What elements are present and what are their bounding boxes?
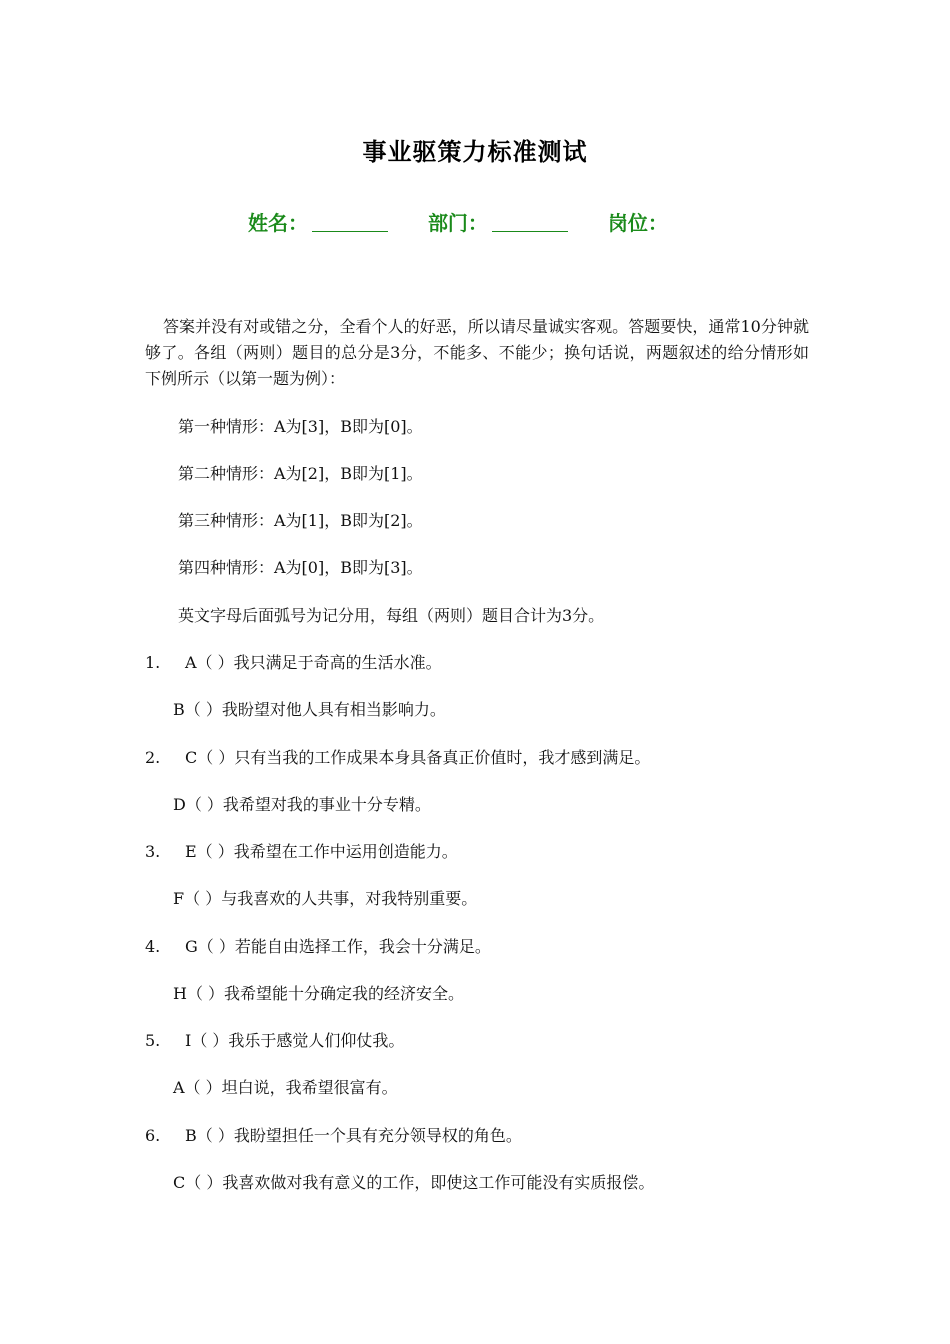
name-label: 姓名： (248, 211, 308, 235)
question-4-b: H（ ）我希望能十分确定我的经济安全。 (173, 984, 465, 1003)
post-label: 岗位： (607, 211, 668, 235)
question-4-a (145, 934, 491, 957)
question-number: 4. (145, 937, 161, 956)
info-row (248, 207, 668, 236)
case-4: 第四种情形：A为[0]，B即为[3]。 (178, 558, 423, 577)
question-1-b: B（ ）我盼望对他人具有相当影响力。 (173, 700, 446, 719)
question-option: B（ ）我盼望担任一个具有充分领导权的角色。 (185, 1126, 522, 1145)
question-number: 5. (145, 1031, 161, 1050)
question-6-a (145, 1123, 522, 1146)
case-3: 第三种情形：A为[1]，B即为[2]。 (178, 511, 423, 530)
name-blank[interactable] (312, 213, 388, 232)
case-2: 第二种情形：A为[2]，B即为[1]。 (178, 464, 423, 483)
question-option: C（ ）只有当我的工作成果本身具备真正价值时，我才感到满足。 (185, 748, 651, 767)
question-5-b: A（ ）坦白说，我希望很富有。 (173, 1078, 398, 1097)
question-3-b: F（ ）与我喜欢的人共事，对我特别重要。 (173, 889, 478, 908)
document-title: 事业驱策力标准测试 (362, 137, 588, 166)
scoring-note: 英文字母后面弧号为记分用，每组（两则）题目合计为3分。 (178, 606, 605, 625)
question-1-a (145, 650, 442, 673)
question-option: I（ ）我乐于感觉人们仰仗我。 (185, 1031, 405, 1050)
question-5-a (145, 1028, 404, 1051)
question-2-a (145, 745, 650, 768)
question-2-b: D（ ）我希望对我的事业十分专精。 (173, 795, 431, 814)
question-option: E（ ）我希望在工作中运用创造能力。 (185, 842, 458, 861)
question-number: 3. (145, 842, 161, 861)
question-option: G（ ）若能自由选择工作，我会十分满足。 (185, 937, 491, 956)
question-3-a (145, 839, 458, 862)
question-option: A（ ）我只满足于奇高的生活水准。 (185, 653, 442, 672)
dept-label: 部门： (427, 211, 488, 235)
question-number: 2. (145, 748, 161, 767)
question-number: 1. (145, 653, 161, 672)
question-number: 6. (145, 1126, 161, 1145)
question-6-b: C（ ）我喜欢做对我有意义的工作，即使这工作可能没有实质报偿。 (173, 1173, 655, 1192)
intro-paragraph: 答案并没有对或错之分，全看个人的好恶，所以请尽量诚实客观。答题要快，通常10分钟就够了。各组（两则）题目的总分是3分，不能多、不能少；换句话说，两题叙述的给分情形如下例所示（以第一题为例）： (145, 317, 809, 388)
dept-blank[interactable] (492, 213, 568, 232)
case-1: 第一种情形：A为[3]，B即为[0]。 (178, 417, 423, 436)
